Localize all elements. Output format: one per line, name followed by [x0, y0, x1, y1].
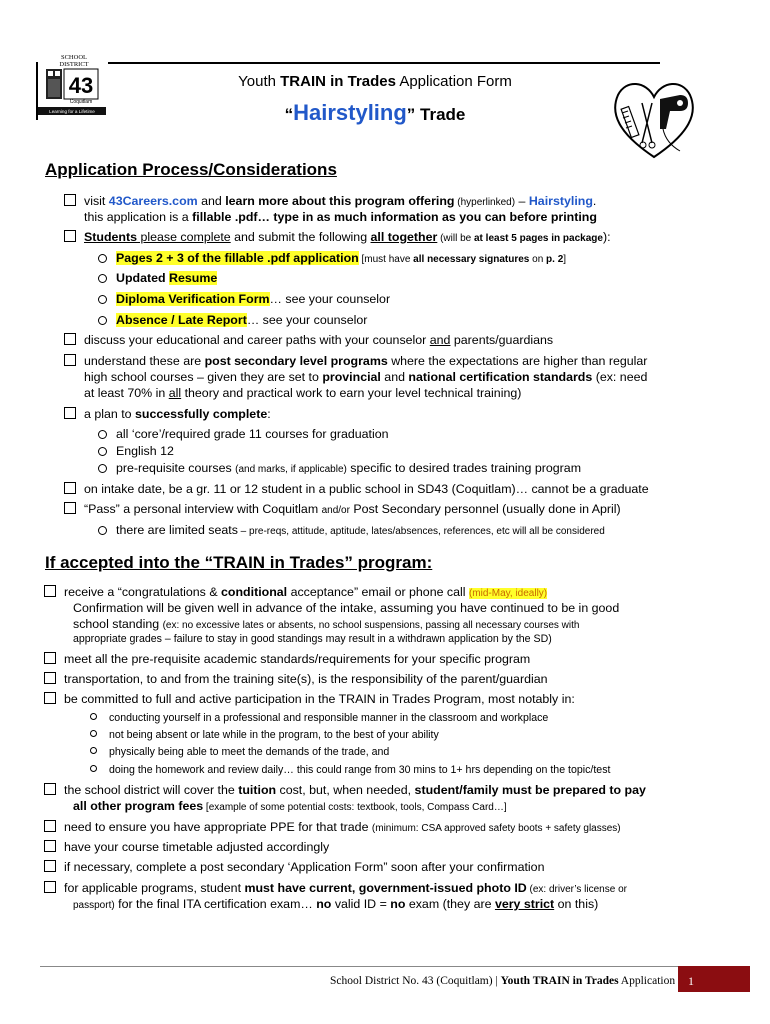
circle-bullet-icon	[98, 464, 107, 473]
checkbox-bullet-icon	[44, 783, 56, 795]
list-item-continued: Confirmation will be given well in advance of the intake, assuming you have continued to be in good	[73, 601, 620, 615]
hairstyling-tools-illustration	[608, 73, 700, 165]
checkbox-bullet-icon	[64, 230, 76, 242]
small-circle-bullet-icon	[90, 747, 97, 754]
list-item: for applicable programs, student must have current, government-issued photo ID (ex: driver’s license or	[44, 880, 627, 898]
list-item: if necessary, complete a post secondary ‘Application Form” soon after your confirmation	[44, 859, 544, 875]
sub-item: English 12	[98, 443, 174, 459]
sub-item: there are limited seats – pre-reqs, attitude, aptitude, lates/absences, references, etc will all be considered	[98, 522, 605, 540]
circle-bullet-icon	[98, 526, 107, 535]
list-item: discuss your educational and career paths with your counselor and parents/guardians	[64, 332, 553, 348]
section-heading-process: Application Process/Considerations	[45, 160, 337, 179]
logo-school-text: SCHOOL	[60, 54, 88, 61]
list-item: “Pass” a personal interview with Coquitlam and/or Post Secondary personnel (usually done in April)	[64, 501, 621, 519]
sub-item: all ‘core’/required grade 11 courses for graduation	[98, 426, 389, 442]
list-item: be committed to full and active participation in the TRAIN in Trades Program, most notably in:	[44, 691, 575, 707]
list-item-continued: high school courses – given they are set to provincial and national certification standards (ex: need	[84, 370, 648, 384]
district-logo	[36, 51, 120, 121]
checkbox-bullet-icon	[64, 482, 76, 494]
list-item-continued: school standing (ex: no excessive lates or absents, no school suspensions, passing all necessary courses with	[73, 617, 580, 631]
list-item-continued: all other program fees [example of some potential costs: textbook, tools, Compass Card…]	[73, 799, 507, 813]
form-title: Youth TRAIN in Trades Application Form	[238, 73, 512, 90]
checkbox-bullet-icon	[64, 502, 76, 514]
list-item-continued: appropriate grades – failure to stay in good standings may result in a withdrawn application by the SD)	[73, 633, 552, 645]
list-item: transportation, to and from the training site(s), is the responsibility of the parent/guardian	[44, 671, 548, 687]
page-number: 1	[688, 974, 694, 988]
sub-item: Diploma Verification Form… see your counselor	[98, 291, 390, 307]
list-item: need to ensure you have appropriate PPE for that trade (minimum: CSA approved safety boots + safety glasses)	[44, 819, 621, 837]
small-circle-bullet-icon	[90, 730, 97, 737]
list-item-continued: passport) for the final ITA certification exam… no valid ID = no exam (they are very strict on this)	[73, 897, 599, 911]
list-item: have your course timetable adjusted accordingly	[44, 839, 329, 855]
sub-item: Pages 2 + 3 of the fillable .pdf application [must have all necessary signatures on p. 2]	[98, 250, 566, 268]
checkbox-bullet-icon	[64, 407, 76, 419]
list-item: Students please complete and submit the following all together (will be at least 5 pages in package):	[64, 229, 611, 247]
checkbox-bullet-icon	[64, 333, 76, 345]
circle-bullet-icon	[98, 430, 107, 439]
header-rule	[72, 62, 660, 64]
trade-title: “Hairstyling” Trade	[284, 100, 466, 125]
circle-bullet-icon	[98, 254, 107, 263]
checkbox-bullet-icon	[44, 840, 56, 852]
logo-city: Coquitlam	[69, 99, 93, 105]
checkbox-bullet-icon	[44, 652, 56, 664]
sub-item: Absence / Late Report… see your counselor	[98, 312, 367, 328]
checkbox-bullet-icon	[64, 354, 76, 366]
list-item: receive a “congratulations & conditional acceptance” email or phone call (mid-May, ideally)	[44, 584, 547, 602]
list-item: on intake date, be a gr. 11 or 12 student in a public school in SD43 (Coquitlam)… cannot be a graduate	[64, 481, 649, 497]
checkbox-bullet-icon	[44, 585, 56, 597]
list-item: a plan to successfully complete:	[64, 406, 271, 422]
checkbox-bullet-icon	[44, 692, 56, 704]
sub-item: Updated Resume	[98, 270, 217, 286]
footer-rule	[40, 966, 680, 967]
footer-text: School District No. 43 (Coquitlam) | Youth TRAIN in Trades Application	[330, 975, 676, 987]
sub-item: conducting yourself in a professional and responsible manner in the classroom and workplace	[90, 710, 548, 726]
list-item-continued: at least 70% in all theory and practical work to earn your level technical training)	[84, 386, 522, 400]
small-circle-bullet-icon	[90, 765, 97, 772]
trade-name: Hairstyling	[293, 100, 407, 125]
list-item: visit 43Careers.com and learn more about this program offering (hyperlinked) – Hairstyling.	[64, 193, 596, 211]
checkbox-bullet-icon	[44, 820, 56, 832]
hairstyling-link[interactable]: Hairstyling	[528, 194, 593, 208]
checkbox-bullet-icon	[44, 881, 56, 893]
circle-bullet-icon	[98, 316, 107, 325]
list-item: meet all the pre-requisite academic standards/requirements for your specific program	[44, 651, 530, 667]
checkbox-bullet-icon	[64, 194, 76, 206]
checkbox-bullet-icon	[44, 860, 56, 872]
logo-number: 43	[68, 73, 94, 98]
section-heading-accepted: If accepted into the “TRAIN in Trades” program:	[45, 553, 433, 572]
sub-item: not being absent or late while in the program, to the best of your ability	[90, 727, 439, 743]
checkbox-bullet-icon	[44, 672, 56, 684]
list-item: understand these are post secondary level programs where the expectations are higher than regular	[64, 353, 647, 369]
list-item: the school district will cover the tuition cost, but, when needed, student/family must be prepared to pay	[44, 782, 646, 798]
list-item-continued: this application is a fillable .pdf… type in as much information as you can before printing	[84, 210, 597, 224]
sub-item: doing the homework and review daily… this could range from 30 mins to 1+ hrs depending on the topic/test	[90, 762, 610, 778]
circle-bullet-icon	[98, 274, 107, 283]
sub-item: pre-requisite courses (and marks, if applicable) specific to desired trades training program	[98, 460, 581, 478]
small-circle-bullet-icon	[90, 713, 97, 720]
43careers-link[interactable]: 43Careers.com	[108, 194, 198, 208]
circle-bullet-icon	[98, 295, 107, 304]
page-number-badge	[678, 966, 750, 992]
circle-bullet-icon	[98, 447, 107, 456]
sub-item: physically being able to meet the demands of the trade, and	[90, 744, 389, 760]
logo-district-text: DISTRICT	[59, 61, 89, 68]
logo-tagline: Learning for a Lifetime	[49, 109, 95, 114]
